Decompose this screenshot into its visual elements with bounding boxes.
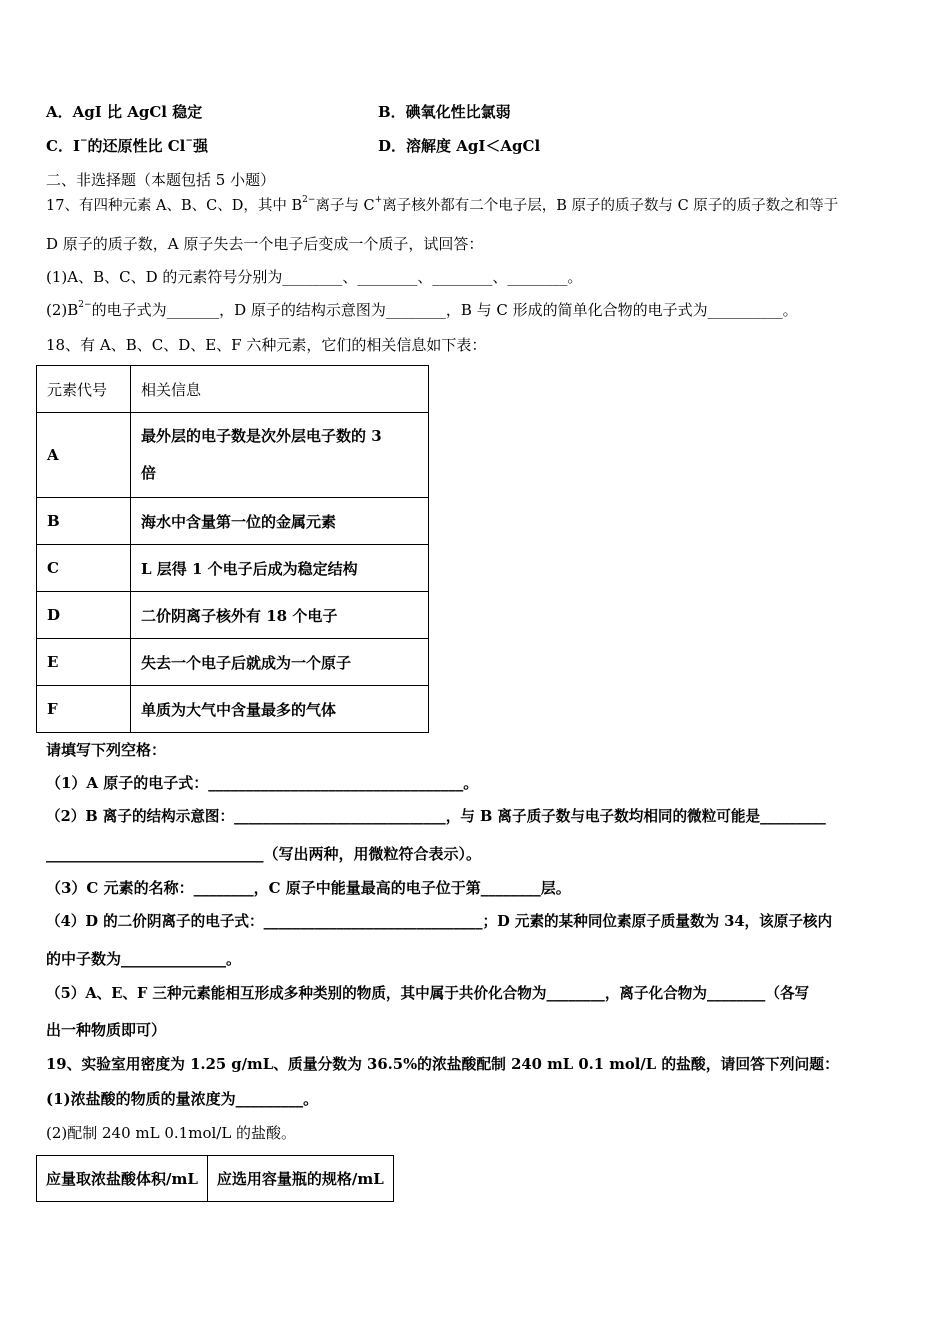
q18-part1: （1）A 原子的电子式：__________________________________。 <box>46 774 479 792</box>
q17-part1: (1)A、B、C、D 的元素符号分别为________、________、________、________。 <box>46 268 583 286</box>
table-row <box>37 545 429 592</box>
element-info-table <box>36 365 429 733</box>
section-heading: 二、非选择题（本题包括 5 小题） <box>46 171 276 189</box>
q18-part5-line2: 出一种物质即可） <box>46 1021 167 1039</box>
option-a: A．AgI 比 AgCl 稳定 <box>46 103 203 121</box>
q18-intro: 18、有 A、B、C、D、E、F 六种元素，它们的相关信息如下表： <box>46 336 487 354</box>
element-info: 海水中含量第一位的金属元素 <box>131 498 429 545</box>
q18-part5-line1: （5）A、E、F 三种元素能相互形成多种类别的物质，其中属于共价化合物为________，离子化合物为________（各写 <box>46 985 810 1002</box>
table-row <box>37 639 429 686</box>
table-header-row <box>37 366 429 413</box>
q19-part2: (2)配制 240 mL 0.1mol/L 的盐酸。 <box>46 1124 297 1142</box>
element-code: D <box>37 592 131 639</box>
table-row <box>37 592 429 639</box>
q19-intro: 19、实验室用密度为 1.25 g/mL、质量分数为 36.5%的浓盐酸配制 240 mL 0.1 mol/L 的盐酸，请回答下列问题： <box>46 1056 839 1073</box>
element-code: B <box>37 498 131 545</box>
table-row <box>37 413 429 498</box>
q17-line1: 17、有四种元素 A、B、C、D，其中 $B^{2-}$离子与 C+离子核外都有二个电子层，B 原子的质子数与 C 原子的质子数之和等于 <box>46 195 839 214</box>
q17-line2: D 原子的质子数，A 原子失去一个电子后变成一个质子，试回答： <box>46 235 484 253</box>
element-info: 二价阴离子核外有 18 个电子 <box>131 592 429 639</box>
table-row <box>37 498 429 545</box>
solution-table <box>36 1155 394 1202</box>
element-info: 失去一个电子后就成为一个原子 <box>131 639 429 686</box>
q18-part4-line2: 的中子数为______________。 <box>46 950 242 968</box>
header-element-code: 元素代号 <box>37 366 131 413</box>
option-c: C．I−的还原性比 Cl−强 <box>46 136 208 155</box>
q18-fill-prompt: 请填写下列空格： <box>46 741 167 759</box>
element-code: F <box>37 686 131 733</box>
header-flask-spec: 应选用容量瓶的规格/mL <box>207 1156 393 1202</box>
q18-part2-line2: _____________________________（写出两种，用微粒符合表示）。 <box>46 845 482 863</box>
q19-part1: (1)浓盐酸的物质的量浓度为_________。 <box>46 1090 319 1108</box>
table-row <box>37 686 429 733</box>
element-code: A <box>37 413 131 498</box>
header-volume: 应量取浓盐酸体积/mL <box>37 1156 208 1202</box>
element-code: C <box>37 545 131 592</box>
q18-part2-line1: （2）B 离子的结构示意图：_____________________________，与 B 离子质子数与电子数均相同的微粒可能是_________ <box>46 808 826 825</box>
q17-part2: $(2)B^{2-}$的电子式为_______，D 原子的结构示意图为________，B 与 C 形成的简单化合物的电子式为__________。 <box>46 300 798 319</box>
option-d: D．溶解度 AgI＜AgCl <box>378 137 541 155</box>
element-info: 单质为大气中含量最多的气体 <box>131 686 429 733</box>
element-info: 最外层的电子数是次外层电子数的 3 倍 <box>131 413 429 498</box>
element-info: L 层得 1 个电子后成为稳定结构 <box>131 545 429 592</box>
table-header-row <box>37 1156 394 1202</box>
q18-part4-line1: （4）D 的二价阴离子的电子式：______________________________；D 元素的某种同位素原子质量数为 34，该原子核内 <box>46 913 833 930</box>
header-info: 相关信息 <box>131 366 429 413</box>
option-b: B．碘氧化性比氯弱 <box>378 103 511 121</box>
element-code: E <box>37 639 131 686</box>
q18-part3: （3）C 元素的名称：________，C 原子中能量最高的电子位于第________层。 <box>46 879 571 897</box>
